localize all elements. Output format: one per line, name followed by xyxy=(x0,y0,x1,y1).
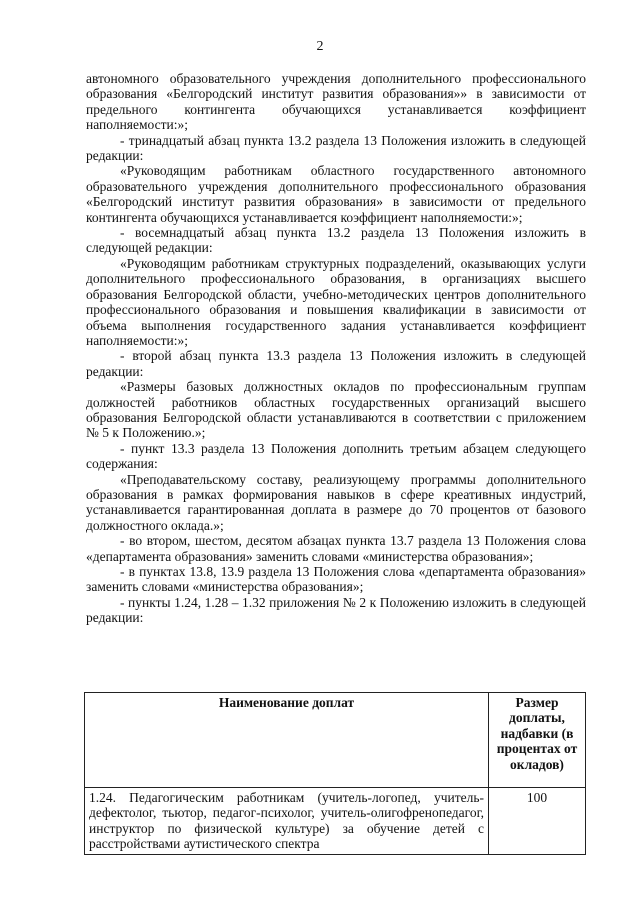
paragraph: «Размеры базовых должностных окладов по профессиональным группам должностей работников областных государственных организаций высшего образования Белгородской области устанавливаются в соответствии с приложением № 5 к Положению.»; xyxy=(86,379,586,441)
row-value: 100 xyxy=(489,788,586,855)
table-header-row xyxy=(85,693,586,788)
page-number: 2 xyxy=(316,39,324,54)
paragraph: - тринадцатый абзац пункта 13.2 раздела 13 Положения изложить в следующей редакции: xyxy=(86,132,586,164)
header-name: Наименование доплат xyxy=(85,693,489,788)
paragraph: «Преподавательскому составу, реализующему программы дополнительного образования в рамках формирования навыков в сфере креативных индустрий, устанавливается гарантированная доплата в размере до 70 процентов от базового должностного оклада.»; xyxy=(86,471,586,533)
paragraph: - второй абзац пункта 13.3 раздела 13 Положения изложить в следующей редакции: xyxy=(86,348,586,379)
table-row xyxy=(85,788,586,855)
header-size: Размер доплаты, надбавки (в процентах от окладов) xyxy=(489,693,586,788)
paragraph: - во втором, шестом, десятом абзацах пункта 13.7 раздела 13 Положения слова «департамента образования» заменить словами «министерства образования»; xyxy=(86,533,586,564)
paragraph: - пункты 1.24, 1.28 – 1.32 приложения № 2 к Положению изложить в следующей редакции: xyxy=(86,594,586,626)
document-body xyxy=(86,71,586,626)
paragraph: - в пунктах 13.8, 13.9 раздела 13 Положения слова «департамента образования» заменить словами «министерства образования»; xyxy=(86,564,586,595)
paragraph: «Руководящим работникам областного государственного автономного образовательного учреждения дополнительного профессионального образования «Белгородский институт развития образования» в зависимости от предельного контингента обучающихся устанавливается коэффициент наполняемости:»; xyxy=(86,163,586,225)
row-name: 1.24. Педагогическим работникам (учитель-логопед, учитель-дефектолог, тьютор, педагог-психолог, учитель-олигофренопедагог, инструктор по физической культуре) за обучение детей с расстройствами аутистического спектра xyxy=(85,788,489,855)
paragraph: - восемнадцатый абзац пункта 13.2 раздела 13 Положения изложить в следующей редакции: xyxy=(86,225,586,256)
paragraph: - пункт 13.3 раздела 13 Положения дополнить третьим абзацем следующего содержания: xyxy=(86,440,586,472)
paragraph: «Руководящим работникам структурных подразделений, оказывающих услуги дополнительного профессионального образования, в организациях высшего образования Белгородской области, учебно-методических центров дополнительного профессионального образования и повышения квалификации в зависимости от объема выполнения государственного задания устанавливается коэффициент наполняемости:»; xyxy=(86,255,586,348)
allowances-table xyxy=(84,692,586,855)
paragraph: автономного образовательного учреждения дополнительного профессионального образования «Белгородский институт развития образования»» в зависимости от предельного контингента обучающихся устанавливается коэффициент наполняемости:»; xyxy=(86,71,586,133)
